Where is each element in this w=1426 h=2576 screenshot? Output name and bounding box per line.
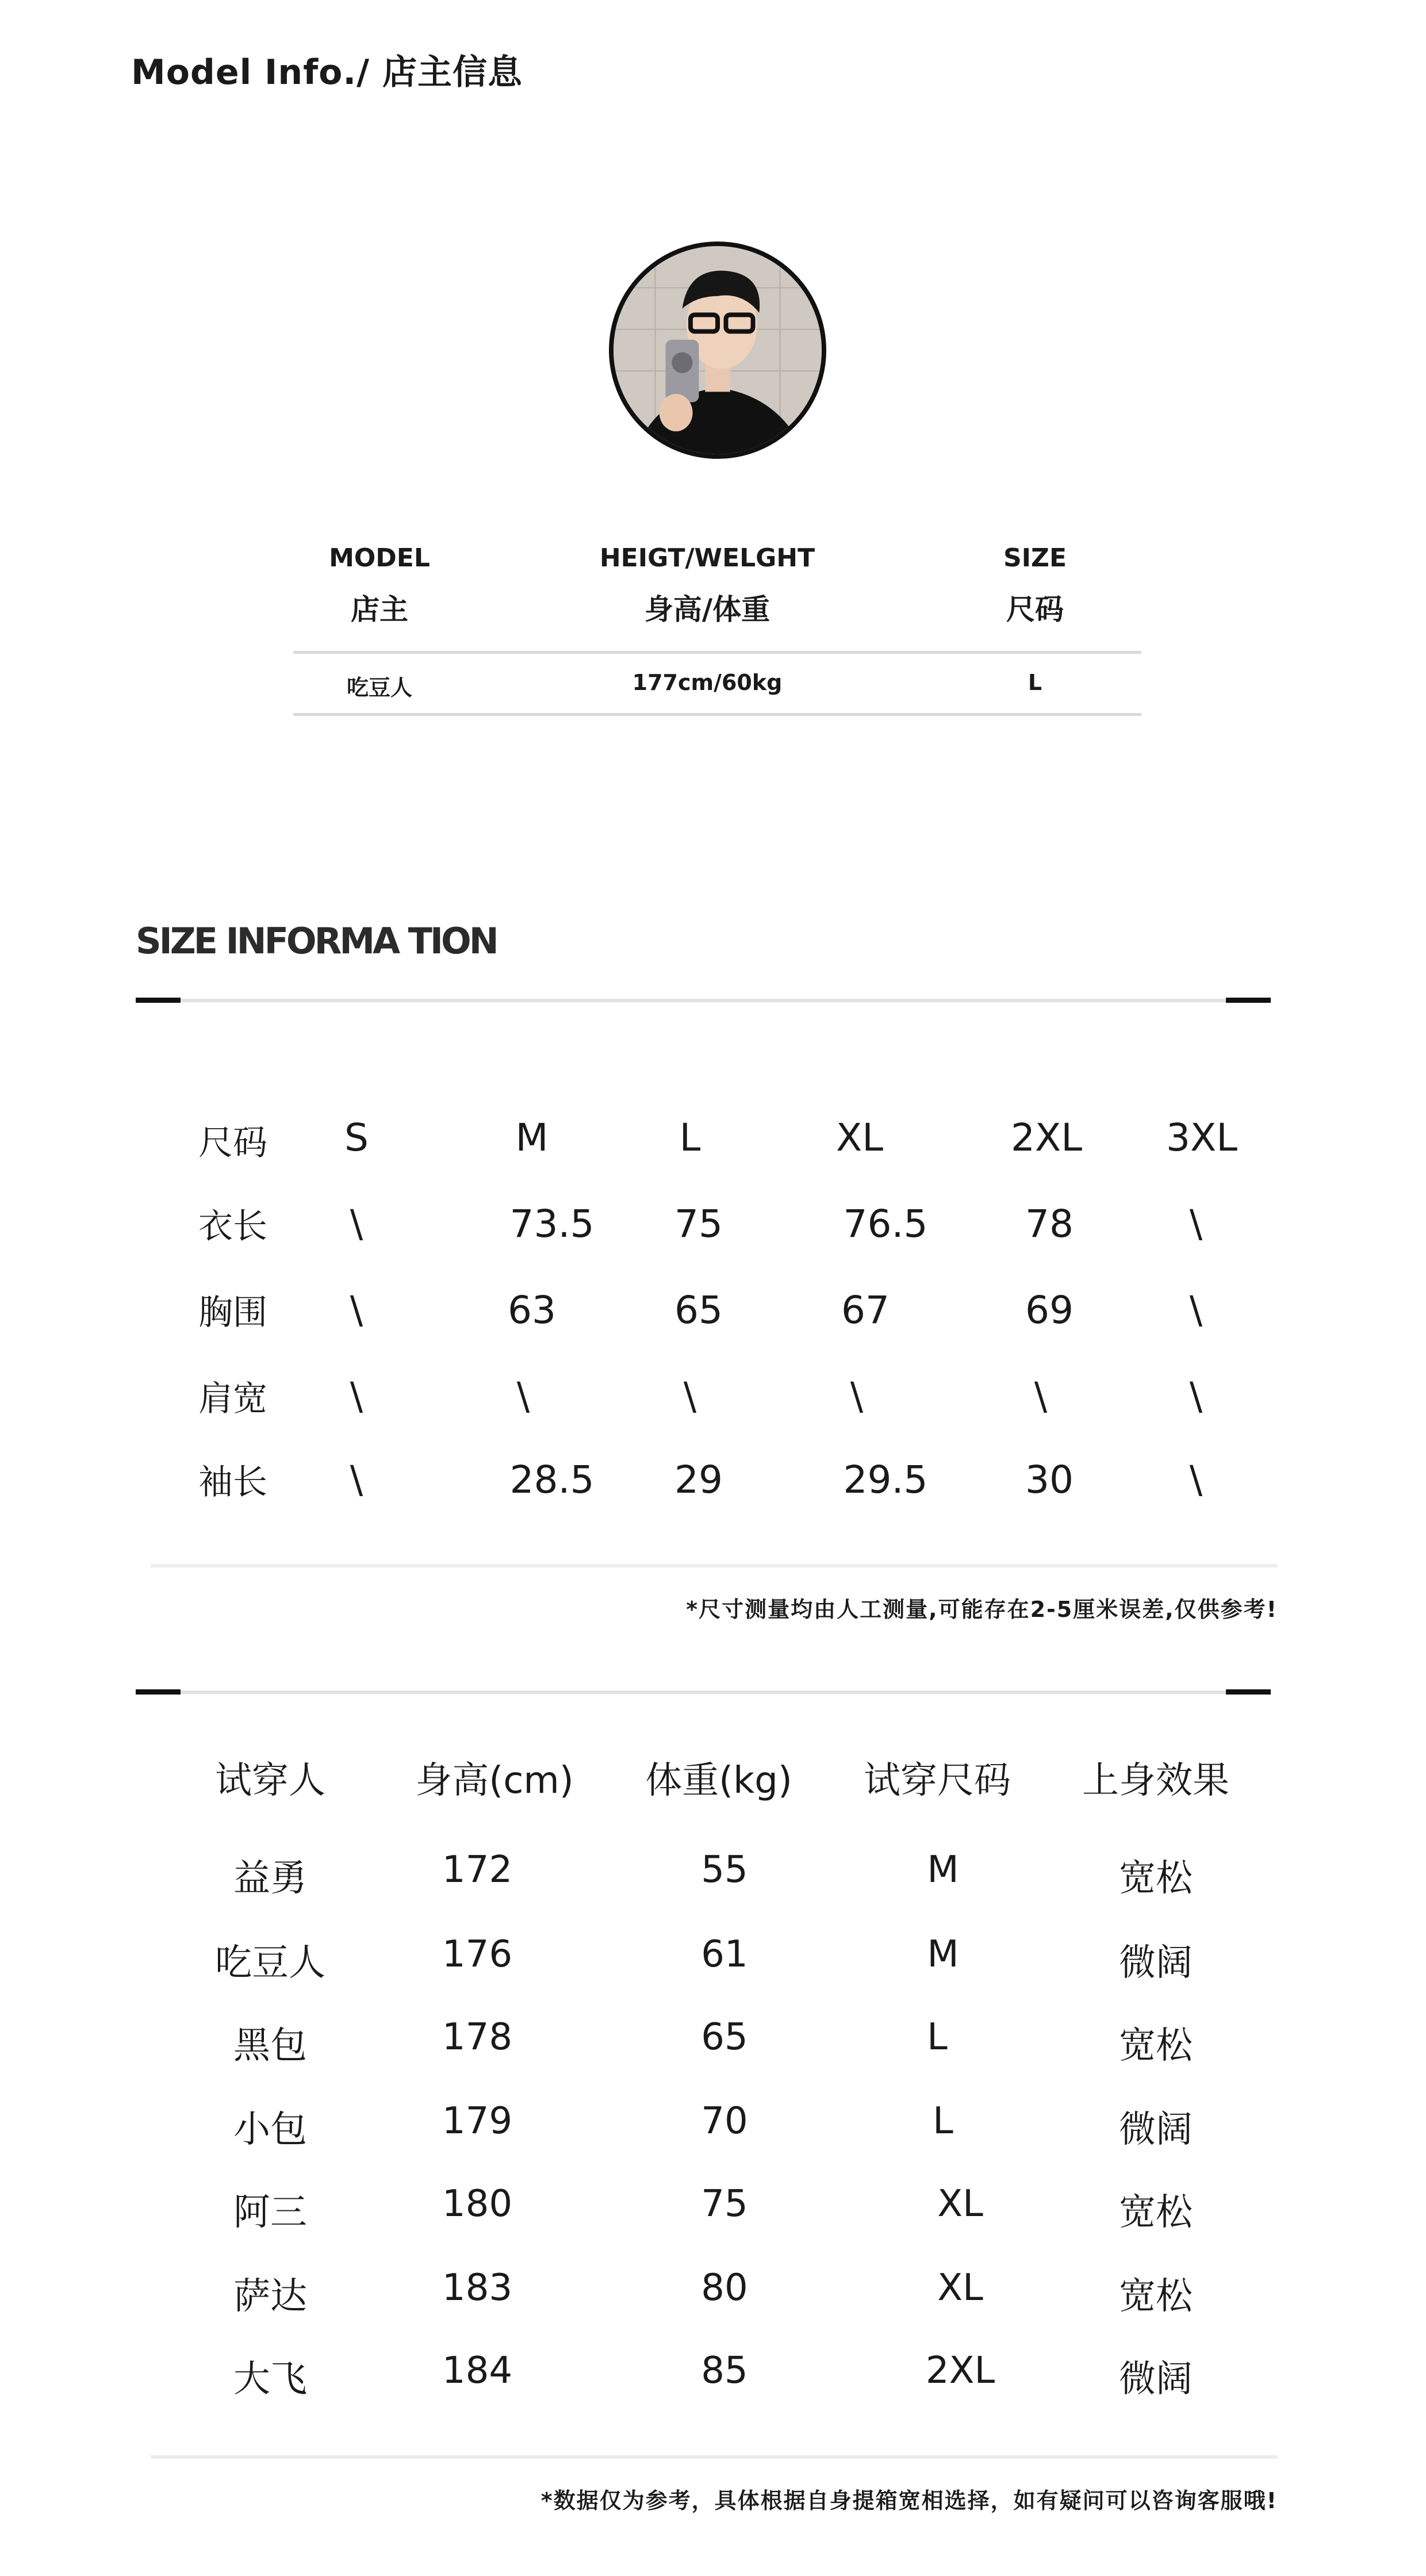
tryon-cell: 小包 [233,2109,307,2151]
tryon-cell: 宽松 [1119,2025,1193,2067]
size-cell: 29 [674,1458,723,1502]
tryon-reference-note: *数据仅为参考，具体根据自身提箱宽相选择，如有疑问可以咨询客服哦! [540,2488,1278,2513]
tryon-dash-right [1226,1689,1271,1695]
size-cell: \ [350,1458,363,1502]
tryon-cell: 183 [442,2267,513,2309]
tryon-cell: 80 [701,2267,748,2309]
size-row-label: 衣长 [198,1206,267,1247]
tryon-cell: 微阔 [1119,2109,1193,2151]
height-weight-col-header-en: HEIGT/WELGHT [599,543,815,573]
tryon-cell: 178 [442,2016,513,2058]
size-cell: 76.5 [843,1202,928,1246]
tryon-cell: 吃豆人 [215,1942,325,1984]
size-info-title: SIZE INFORMA TION [136,920,497,962]
size-row-label: 肩宽 [198,1379,267,1419]
size-col-header: M [515,1116,549,1160]
size-col-header: S [344,1116,369,1160]
size-cell: 78 [1025,1202,1074,1246]
tryon-cell: 70 [701,2100,748,2142]
size-col-header: 2XL [1011,1116,1082,1160]
tryon-col-header: 试穿尺码 [864,1759,1011,1802]
size-col-header: 尺码 [198,1123,267,1163]
tryon-cell: XL [937,2267,983,2309]
size-col-header: XL [836,1116,883,1160]
tryon-cell: 55 [701,1849,748,1891]
tryon-cell: 172 [442,1849,513,1891]
model-size: L [1028,670,1042,695]
size-cell: 69 [1025,1288,1074,1332]
tryon-cell: 宽松 [1119,2191,1193,2234]
avatar-photo [614,246,822,454]
model-col-header-en: MODEL [329,543,430,573]
size-cell: \ [1189,1374,1203,1419]
size-cell: 63 [508,1288,556,1332]
section-dash-left [136,998,181,1003]
size-col-header: L [679,1116,701,1160]
height-weight-col-header-cn: 身高/体重 [644,593,770,626]
model-avatar [609,241,826,459]
tryon-col-header: 体重(kg) [645,1759,792,1802]
tryon-cell: 微阔 [1119,1942,1193,1984]
size-cell: \ [1189,1202,1203,1246]
tryon-cell: 益勇 [233,1857,307,1900]
tryon-cell: 2XL [925,2349,995,2392]
size-cell: 75 [674,1202,723,1246]
size-col-header-en: SIZE [1003,543,1067,573]
size-cell: \ [350,1202,363,1246]
tryon-col-header: 试穿人 [215,1759,325,1802]
tryon-cell: 大飞 [233,2358,307,2401]
size-cell: \ [1189,1288,1203,1332]
tryon-section-rule [181,1690,1226,1694]
tryon-col-header: 身高(cm) [415,1759,574,1802]
size-table-bottom-rule [151,1564,1278,1567]
section-rule [181,999,1226,1002]
tryon-cell: 184 [442,2349,513,2392]
tryon-cell: L [927,2016,948,2058]
model-table-divider [293,651,1141,654]
tryon-dash-left [136,1689,181,1695]
size-cell: 67 [841,1288,890,1332]
size-cell: \ [1034,1374,1048,1419]
size-cell: \ [850,1374,864,1419]
size-cell: \ [516,1374,530,1419]
model-name: 吃豆人 [346,675,412,700]
model-table-bottom-rule [293,713,1141,716]
tryon-cell: 179 [442,2100,513,2142]
size-measure-note: *尺寸测量均由人工测量,可能存在2-5厘米误差,仅供参考! [686,1597,1278,1622]
tryon-col-header: 上身效果 [1082,1759,1229,1802]
tryon-cell: 黑包 [233,2025,307,2067]
tryon-cell: 176 [442,1933,513,1976]
model-height-weight: 177cm/60kg [632,670,783,695]
size-col-header: 3XL [1166,1116,1237,1160]
tryon-cell: 180 [442,2183,513,2225]
size-cell: 29.5 [843,1458,928,1502]
tryon-cell: 宽松 [1119,1857,1193,1900]
size-cell: \ [1189,1458,1203,1502]
model-info-title: Model Info./ 店主信息 [131,52,523,93]
size-row-label: 袖长 [198,1462,267,1502]
tryon-cell: M [927,1933,959,1976]
size-cell: \ [683,1374,697,1419]
tryon-cell: L [933,2100,953,2142]
tryon-cell: 75 [701,2183,748,2225]
size-row-label: 胸围 [198,1293,267,1333]
size-col-header-cn: 尺码 [1006,593,1064,626]
size-cell: 65 [674,1288,723,1332]
tryon-cell: 萨达 [233,2275,307,2318]
size-cell: \ [350,1288,363,1332]
size-cell: 28.5 [509,1458,595,1502]
size-cell: 73.5 [509,1202,595,1246]
tryon-cell: 61 [701,1933,748,1976]
tryon-cell: 宽松 [1119,2275,1193,2318]
tryon-cell: 65 [701,2016,748,2058]
size-cell: 30 [1025,1458,1074,1502]
tryon-cell: XL [937,2183,983,2225]
tryon-cell: 微阔 [1119,2358,1193,2401]
tryon-cell: M [927,1849,959,1891]
model-col-header-cn: 店主 [351,593,408,626]
size-cell: \ [350,1374,363,1419]
tryon-bottom-rule [151,2455,1278,2459]
tryon-cell: 阿三 [233,2191,307,2234]
section-dash-right [1226,998,1271,1003]
tryon-cell: 85 [701,2349,748,2392]
